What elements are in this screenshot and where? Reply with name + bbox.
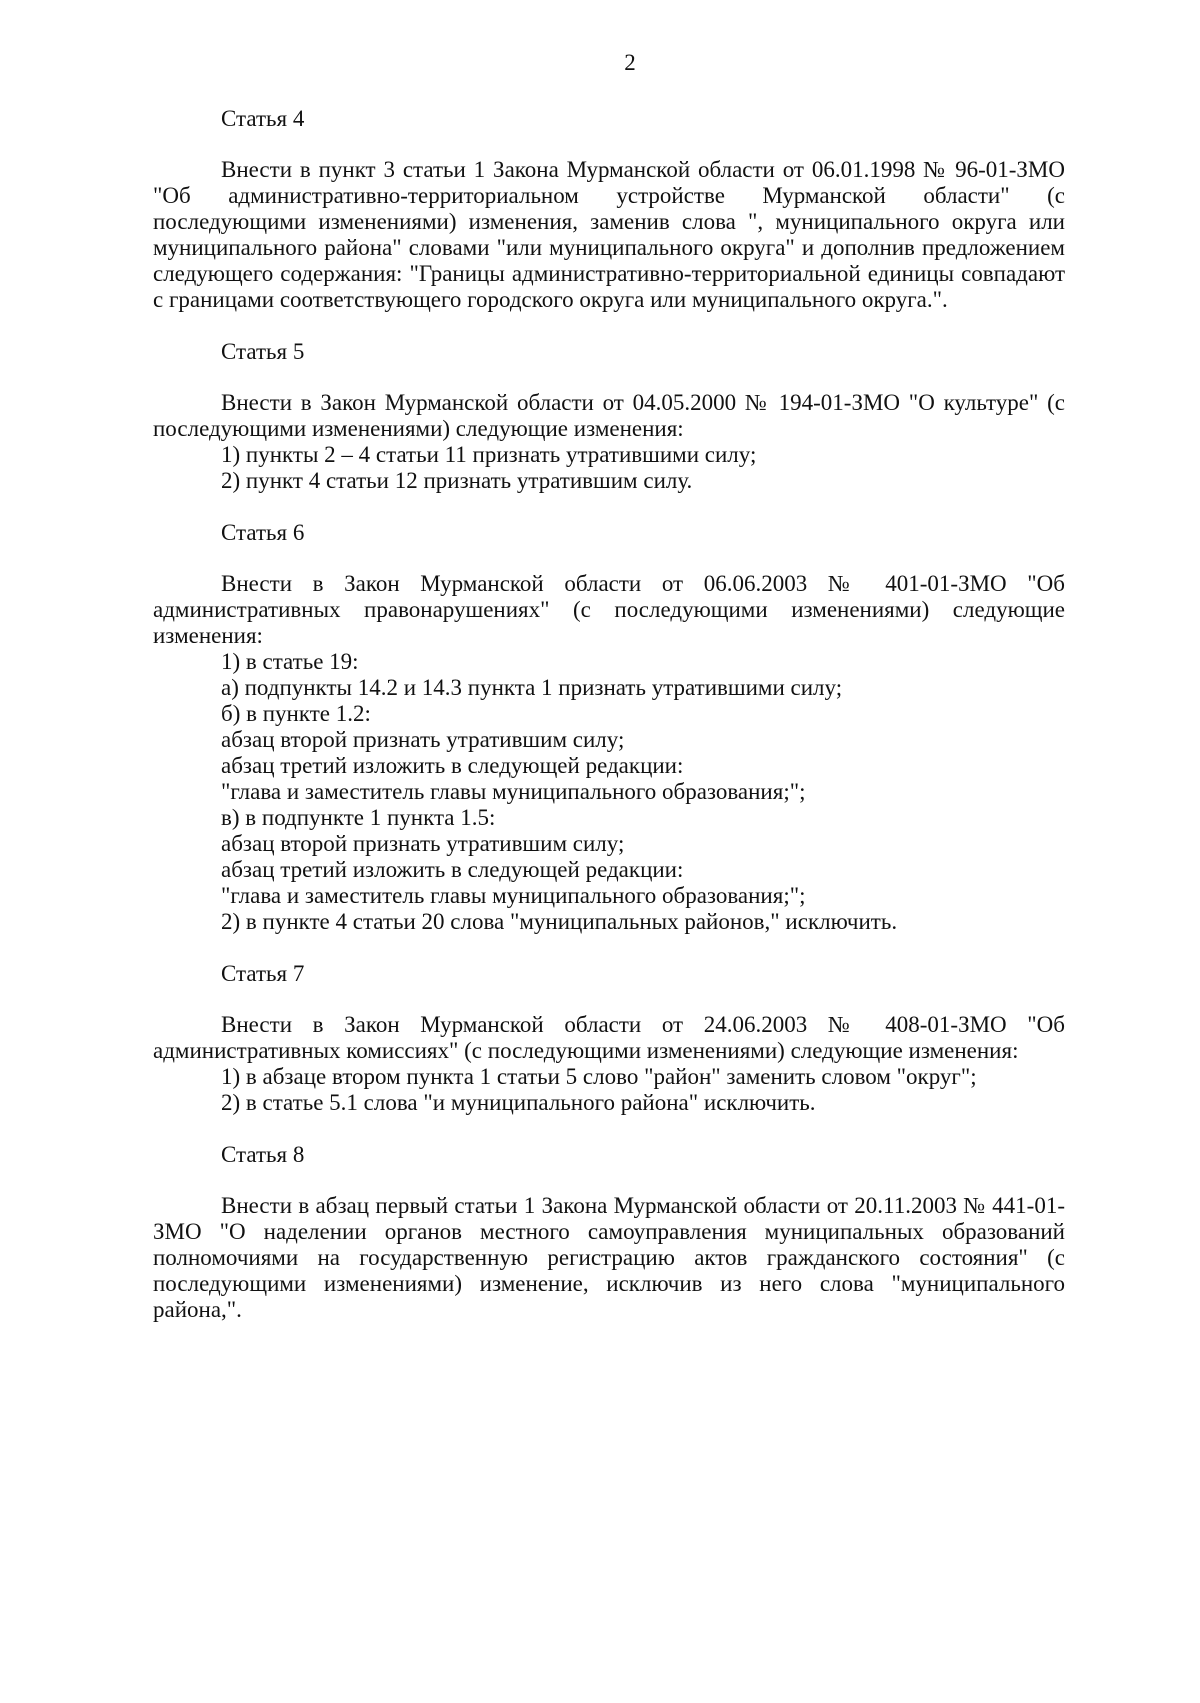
list-item: в) в подпункте 1 пункта 1.5: [221,805,496,830]
article-paragraph: Внести в абзац первый статьи 1 Закона Мурманской области от 20.11.2003 № 441-01-ЗМО "О наделении органов местного самоуправления муниципальных образований полномочиями на государственную регистрацию актов гражданского состояния" (с последующими изменениями) изменение, исключив из него слова "муниципального района,". [153,1193,1065,1322]
article-paragraph: Внести в пункт 3 статьи 1 Закона Мурманской области от 06.01.1998 № 96-01-ЗМО "Об административно-территориальном устройстве Мурманской области" (с последующими изменениями) изменения, заменив слова ", муниципального округа или муниципального района" словами "или муниципального округа" и дополнив предложением следующего содержания: "Границы административно-территориальной единицы совпадают с границами соответствующего городского округа или муниципального округа.". [153,157,1065,312]
list-item: 1) в абзаце втором пункта 1 статьи 5 слово "район" заменить словом "округ"; [221,1064,977,1089]
list-item: а) подпункты 14.2 и 14.3 пункта 1 признать утратившими силу; [221,675,843,700]
list-item: "глава и заместитель главы муниципального образования;"; [221,883,806,908]
article-4 [153,106,1065,313]
article-7 [153,961,1065,1116]
page-number: 2 [624,50,636,75]
article-paragraph: Внести в Закон Мурманской области от 06.06.2003 № 401-01-ЗМО "Об административных правонарушениях" (с последующими изменениями) следующие изменения: [153,571,1065,648]
document-body [153,106,1065,1323]
article-8 [153,1142,1065,1323]
list-item: 2) в статье 5.1 слова "и муниципального района" исключить. [221,1090,816,1115]
list-item: 2) пункт 4 статьи 12 признать утратившим силу. [221,468,693,493]
article-heading: Статья 8 [221,1142,305,1167]
list-item: абзац третий изложить в следующей редакции: [221,753,684,778]
article-paragraph: Внести в Закон Мурманской области от 24.06.2003 № 408-01-ЗМО "Об административных комиссиях" (с последующими изменениями) следующие изменения: [153,1012,1065,1063]
list-item: 1) пункты 2 – 4 статьи 11 признать утратившими силу; [221,442,757,467]
list-item: "глава и заместитель главы муниципального образования;"; [221,779,806,804]
list-item: б) в пункте 1.2: [221,701,371,726]
article-6 [153,520,1065,935]
list-item: абзац третий изложить в следующей редакции: [221,857,684,882]
article-heading: Статья 5 [221,339,305,364]
article-heading: Статья 7 [221,961,305,986]
list-item: абзац второй признать утратившим силу; [221,727,625,752]
article-heading: Статья 6 [221,520,305,545]
article-paragraph: Внести в Закон Мурманской области от 04.05.2000 № 194-01-ЗМО "О культуре" (с последующими изменениями) следующие изменения: [153,390,1065,441]
list-item: 2) в пункте 4 статьи 20 слова "муниципальных районов," исключить. [221,909,898,934]
article-5 [153,339,1065,494]
list-item: абзац второй признать утратившим силу; [221,831,625,856]
list-item: 1) в статье 19: [221,649,359,674]
article-heading: Статья 4 [221,106,305,131]
